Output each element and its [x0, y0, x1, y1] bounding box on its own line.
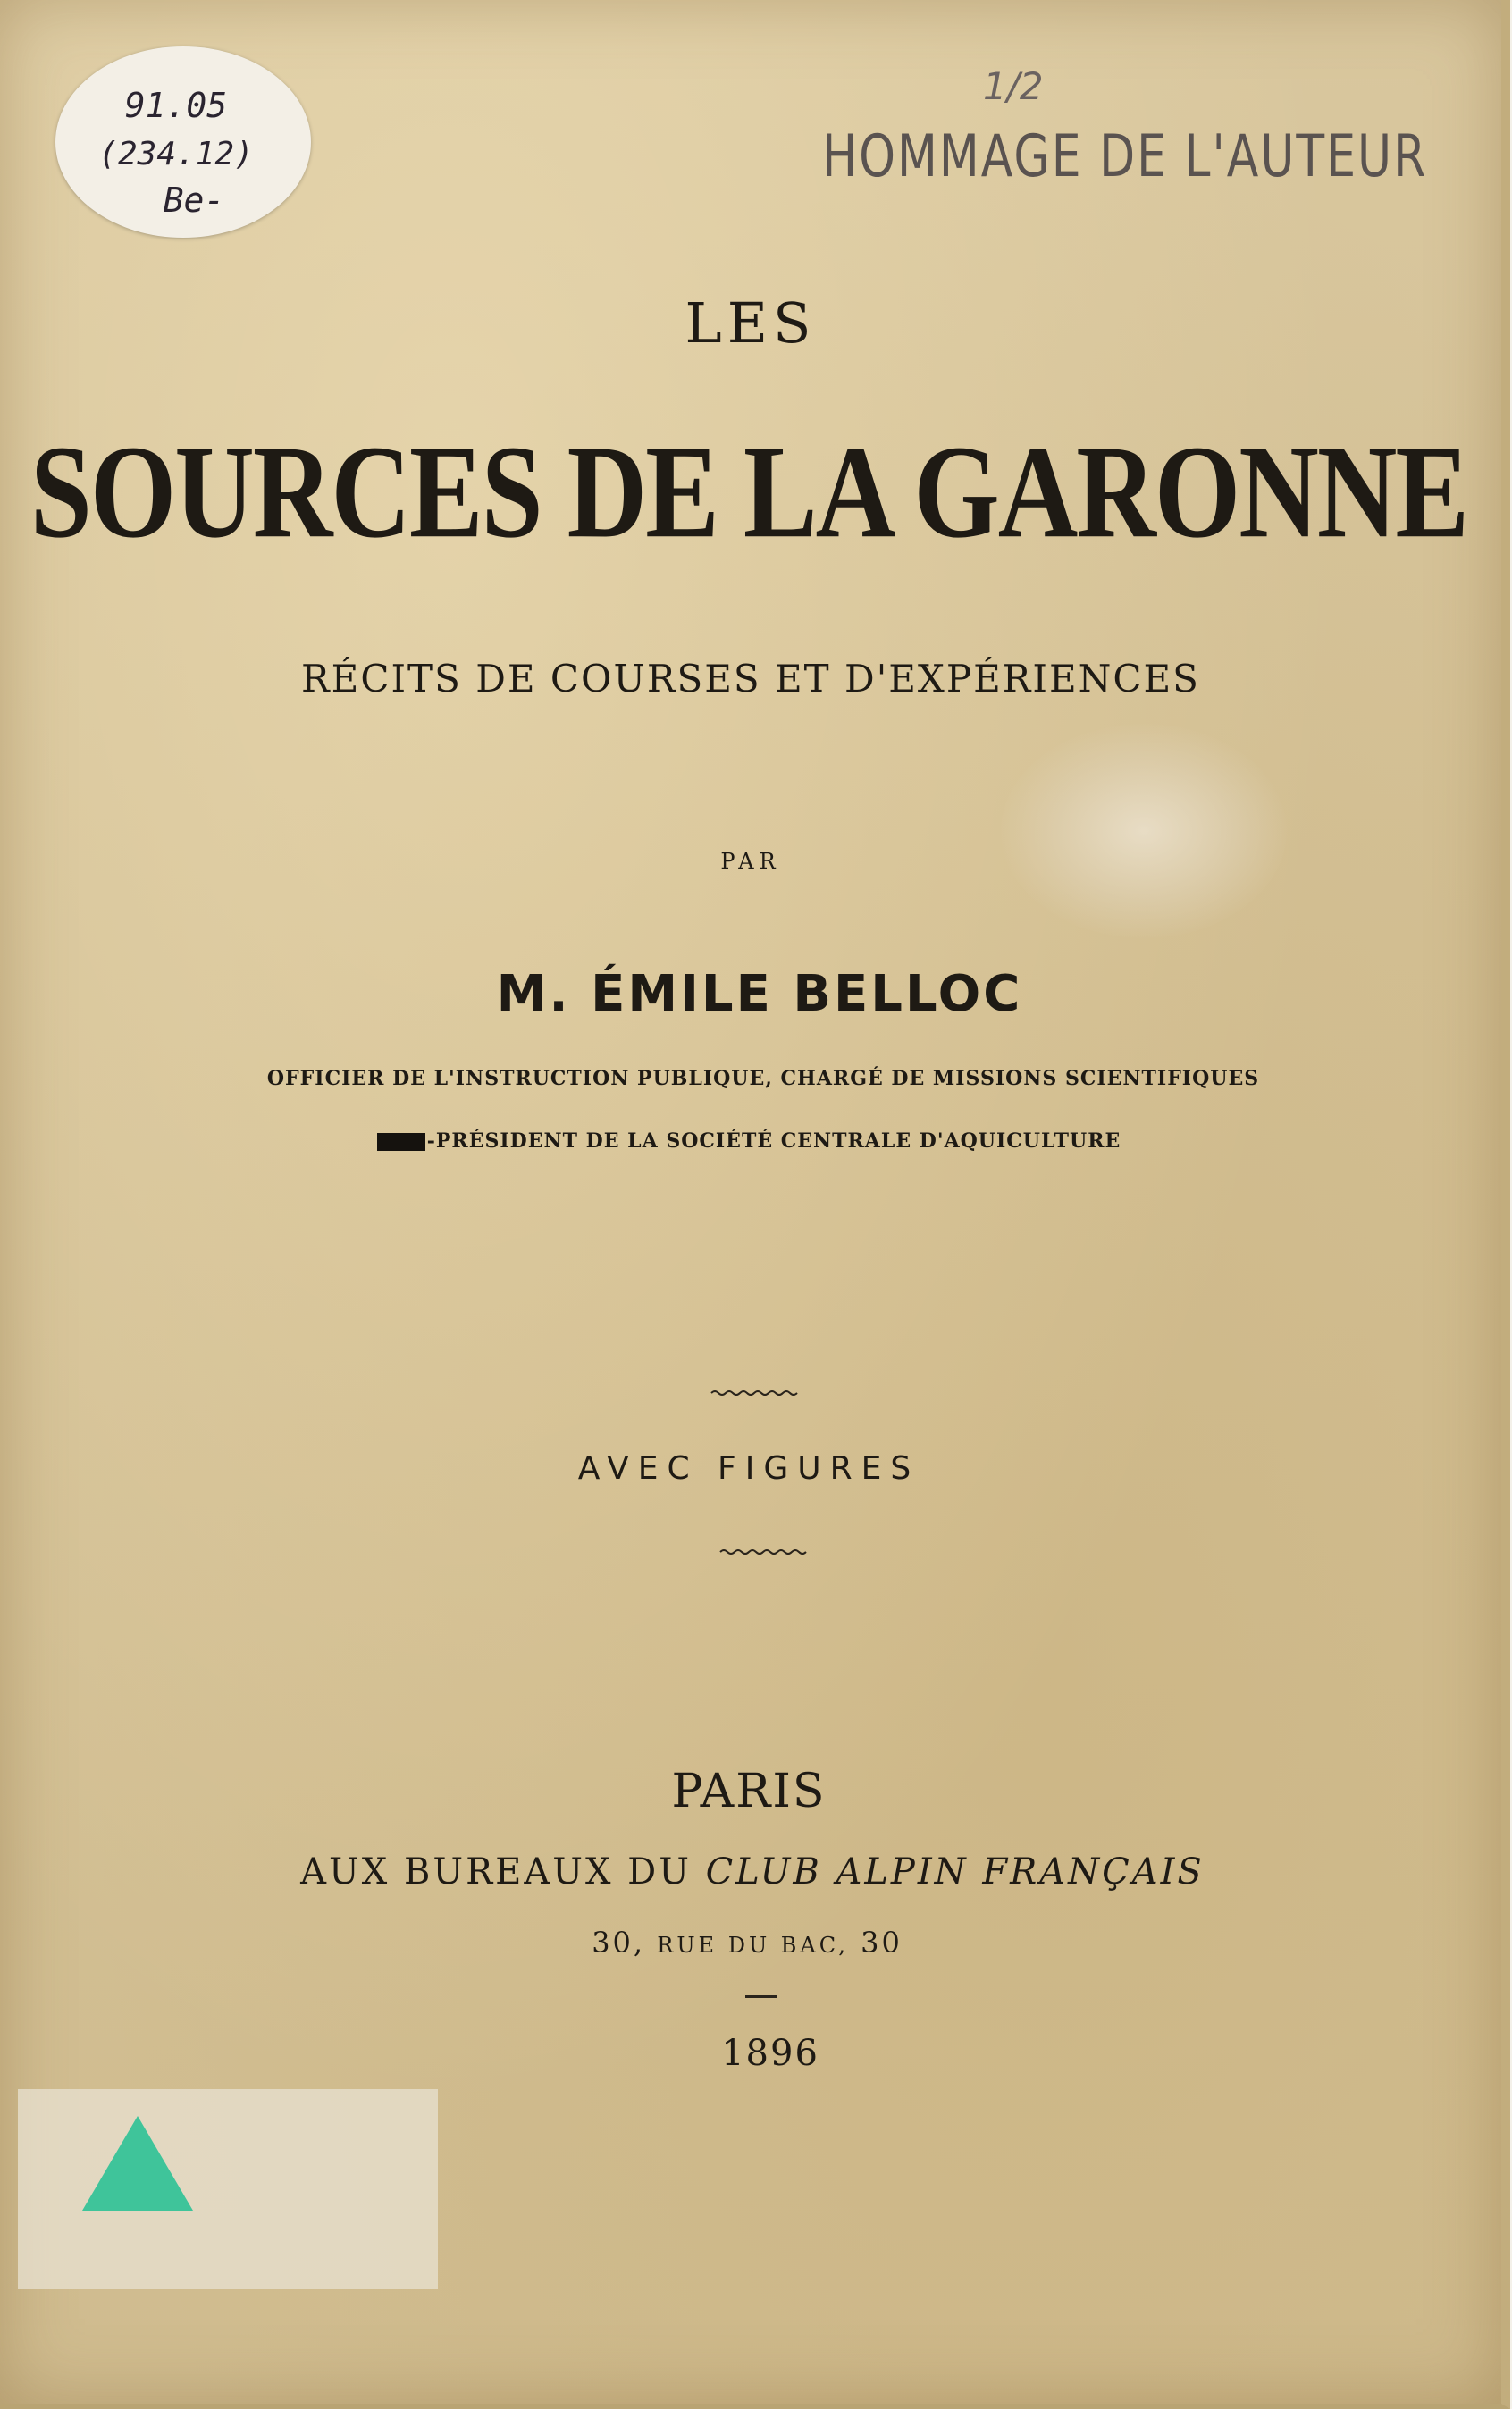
imprint-city: PARIS [671, 1765, 827, 1818]
catalog-label-line-3: Be- [163, 180, 225, 220]
imprint-publisher [0, 1851, 1508, 1893]
green-triangle-icon [82, 2116, 193, 2211]
catalog-label-line-1: 91.05 [124, 86, 228, 125]
address-number-1: 30, [592, 1926, 646, 1960]
main-title: SOURCES DE LA GARONNE [29, 418, 1468, 566]
publisher-prefix: AUX BUREAUX DU [300, 1851, 706, 1893]
imprint-address [0, 1926, 1503, 1960]
author-affiliation-1: OFFICIER DE L'INSTRUCTION PUBLIQUE, CHARGÉ DE MISSIONS SCIENTIFIQUES [266, 1067, 1260, 1090]
library-sticker [18, 2089, 438, 2289]
address-street: RUE DU BAC, [657, 1933, 849, 1958]
figures-note: AVEC FIGURES [577, 1450, 920, 1487]
paper-stain [1001, 724, 1287, 938]
wavy-ornament-bottom [718, 1548, 808, 1557]
title-article: LES [685, 290, 817, 356]
handwritten-mark: 1/2 [983, 64, 1044, 108]
imprint-rule [745, 1995, 777, 1998]
author-name: M. ÉMILE BELLOC [496, 965, 1023, 1023]
redaction-mark [377, 1133, 425, 1151]
publisher-name: CLUB ALPIN FRANÇAIS [705, 1851, 1205, 1893]
subtitle: RÉCITS DE COURSES ET D'EXPÉRIENCES [301, 657, 1200, 701]
hommage-stamp: HOMMAGE DE L'AUTEUR [822, 123, 1428, 190]
catalog-label-sticker [55, 46, 311, 238]
author-affiliation-2 [0, 1129, 1505, 1153]
par-label: PAR [720, 849, 781, 874]
imprint-year: 1896 [721, 2033, 819, 2074]
author-affiliation-2-text: -PRÉSIDENT DE LA SOCIÉTÉ CENTRALE D'AQUICULTURE [426, 1129, 1121, 1153]
address-number-2: 30 [861, 1926, 903, 1960]
catalog-label-line-2: (234.12) [98, 136, 254, 172]
wavy-ornament-top [710, 1389, 799, 1398]
